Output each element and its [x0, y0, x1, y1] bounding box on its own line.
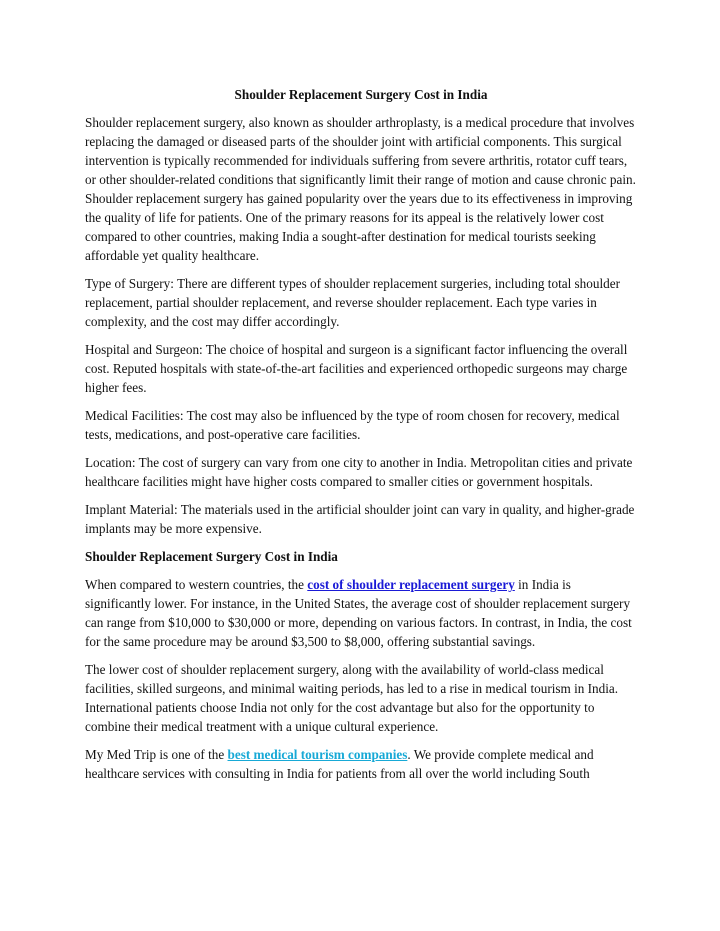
closing-paragraph-text-before: My Med Trip is one of the — [85, 747, 228, 762]
lower-cost-paragraph: The lower cost of shoulder replacement surgery, along with the availability of world-class medical facilities, skilled surgeons, and minimal waiting periods, has led to a rise in medical tourism in India. International patients choose India not only for the cost advantage but also for the opportunity to combine their medical treatment with a unique cultural experience. — [85, 662, 619, 734]
section-heading: Shoulder Replacement Surgery Cost in India — [85, 549, 338, 564]
location-paragraph: Location: The cost of surgery can vary from one city to another in India. Metropolitan cities and private healthcare facilities might have higher costs compared to smaller cities or government hospitals. — [85, 455, 633, 489]
intro-paragraph: Shoulder replacement surgery, also known as shoulder arthroplasty, is a medical procedure that involves replacing the damaged or diseased parts of the shoulder joint with artificial components. This surgical intervention is typically recommended for individuals suffering from severe arthritis, rotator cuff tears, or other shoulder-related conditions that significantly limit their range of motion and cause chronic pain. Shoulder replacement surgery has gained popularity over the years due to its effectiveness in improving the quality of life for patients. One of the primary reasons for its appeal is the relatively lower cost compared to other countries, making India a sought-after destination for medical tourists seeking affordable yet quality healthcare. — [85, 115, 636, 263]
cost-paragraph — [85, 575, 637, 651]
closing-paragraph — [85, 745, 637, 783]
cost-of-shoulder-replacement-link[interactable]: cost of shoulder replacement surgery — [307, 577, 515, 592]
hospital-and-surgeon-paragraph: Hospital and Surgeon: The choice of hospital and surgeon is a significant factor influencing the overall cost. Reputed hospitals with state-of-the-art facilities and experienced orthopedic surgeons may charge higher fees. — [85, 342, 628, 395]
document-title: Shoulder Replacement Surgery Cost in India — [234, 87, 488, 102]
type-of-surgery-paragraph: Type of Surgery: There are different types of shoulder replacement surgeries, including total shoulder replacement, partial shoulder replacement, and reverse shoulder replacement. Each type varies in complexity, and the cost may differ accordingly. — [85, 276, 620, 329]
document-body — [85, 85, 637, 792]
closing-paragraph-text-after: . We provide complete medical and healthcare services with consulting in India for patients from all over the world including South — [85, 747, 594, 781]
cost-paragraph-text-after: in India is significantly lower. For instance, in the United States, the average cost of shoulder replacement surgery can range from $10,000 to $30,000 or more, depending on various factors. In contrast, in India, the cost for the same procedure may be around $3,500 to $8,000, offering substantial savings. — [85, 577, 632, 649]
medical-facilities-paragraph: Medical Facilities: The cost may also be influenced by the type of room chosen for recovery, medical tests, medications, and post-operative care facilities. — [85, 408, 620, 442]
best-medical-tourism-companies-link[interactable]: best medical tourism companies — [227, 747, 408, 762]
implant-material-paragraph: Implant Material: The materials used in the artificial shoulder joint can vary in quality, and higher-grade implants may be more expensive. — [85, 502, 635, 536]
cost-paragraph-text-before: When compared to western countries, the — [85, 577, 308, 592]
